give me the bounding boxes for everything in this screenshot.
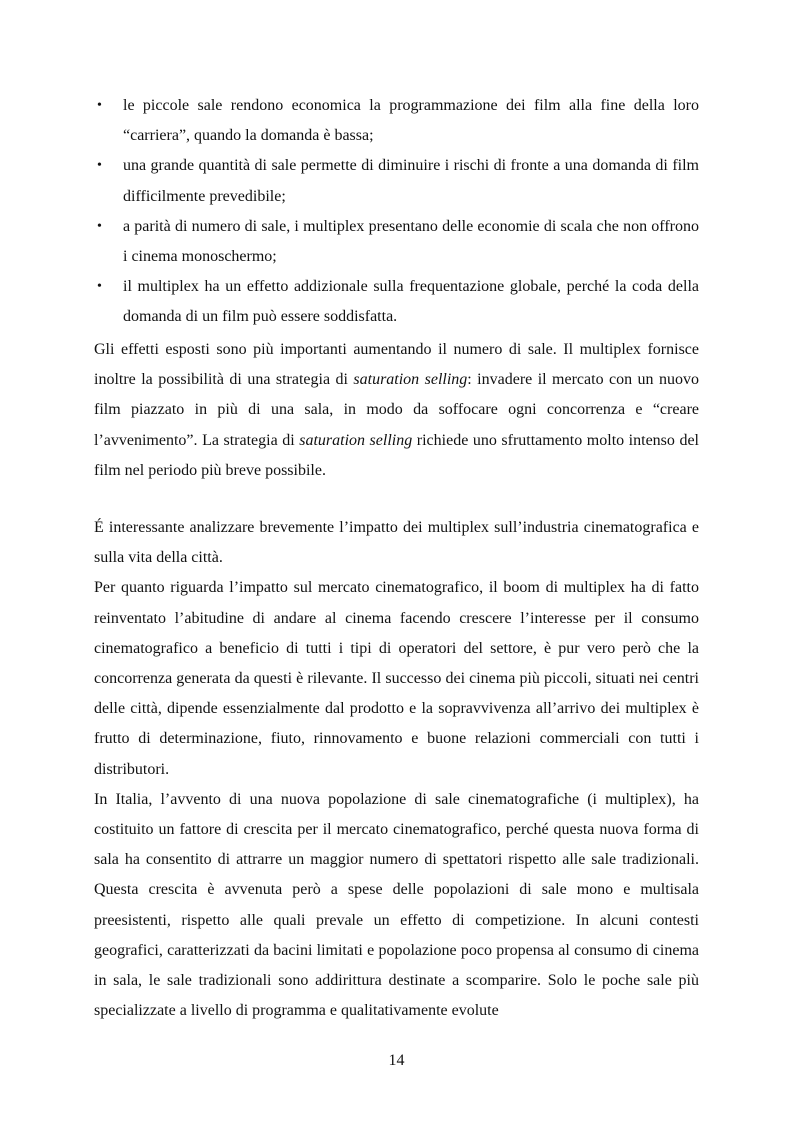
bullet-icon: •	[97, 158, 102, 174]
list-item	[94, 91, 699, 151]
body-paragraph: É interessante analizzare brevemente l’impatto dei multiplex sull’industria cinematografica e sulla vita della città.	[94, 519, 699, 567]
bullet-text: a parità di numero di sale, i multiplex presentano delle economie di scala che non offrono i cinema monoschermo;	[123, 217, 699, 266]
list-item	[94, 151, 699, 211]
bullet-icon: •	[97, 279, 102, 295]
list-item	[94, 272, 699, 332]
text-run: richiede uno sfruttamento molto intenso del film nel periodo più breve possibile.	[94, 431, 699, 479]
section-impact	[94, 513, 699, 1026]
bullet-icon: •	[97, 218, 102, 234]
text-run: Gli effetti esposti sono più importanti aumentando il numero di sale. Il multiplex fornisce inoltre la possibilità di una strategia di	[94, 341, 699, 389]
body-paragraph: Per quanto riguarda l’impatto sul mercato cinematografico, il boom di multiplex ha di fatto reinventato l’abitudine di andare al cinema facendo crescere l’interesse per il consumo cinematografico a beneficio di tutti i tipi di operatori del settore, è pur vero però che la concorrenza generata da questi è rilevante. Il successo dei cinema più piccoli, situati nei centri delle città, dipende essenzialmente dal prodotto e la sopravvivenza all’arrivo dei multiplex è frutto di determinazione, fiuto, rinnovamento e buone relazioni commerciali con tutti i distributori.	[94, 579, 699, 778]
bullet-text: il multiplex ha un effetto addizionale sulla frequentazione globale, perché la coda della domanda di un film può essere soddisfatta.	[123, 278, 699, 326]
bullet-list	[94, 91, 699, 333]
text-run: : invadere il mercato con un nuovo film piazzato in più di una sala, in modo da soffocare ogni concorrenza e “creare l’avvenimento”. La strategia di	[94, 371, 700, 449]
bullet-icon: •	[97, 98, 102, 113]
list-item	[94, 212, 699, 272]
body-paragraph	[94, 335, 699, 486]
page-number: 14	[388, 1052, 405, 1069]
bullet-text: le piccole sale rendono economica la programmazione dei film alla fine della loro “carriera”, quando la domanda è bassa;	[123, 97, 699, 145]
italic-term: saturation selling	[299, 431, 413, 449]
body-paragraph: In Italia, l’avvento di una nuova popolazione di sale cinematografiche (i multiplex), ha costituito un fattore di crescita per il mercato cinematografico, perché questa nuova forma di sala ha consentito di attrarre un maggior numero di spettatori rispetto alle sale tradizionali. Questa crescita è avvenuta però a spese delle popolazioni di sale mono e multisala preesistenti, rispetto alle quali prevale un effetto di competizione. In alcuni contesti geografici, caratterizzati da bacini limitati e popolazione poco propensa al consumo di cinema in sala, le sale tradizionali sono addirittura destinate a scomparire. Solo le poche sale più specializzate a livello di programma e qualitativamente evolute	[94, 790, 699, 1020]
italic-term: saturation selling	[353, 371, 468, 389]
bullet-text: una grande quantità di sale permette di diminuire i rischi di fronte a una domanda di film difficilmente prevedibile;	[123, 157, 699, 205]
paragraph-saturation-selling	[94, 335, 699, 486]
